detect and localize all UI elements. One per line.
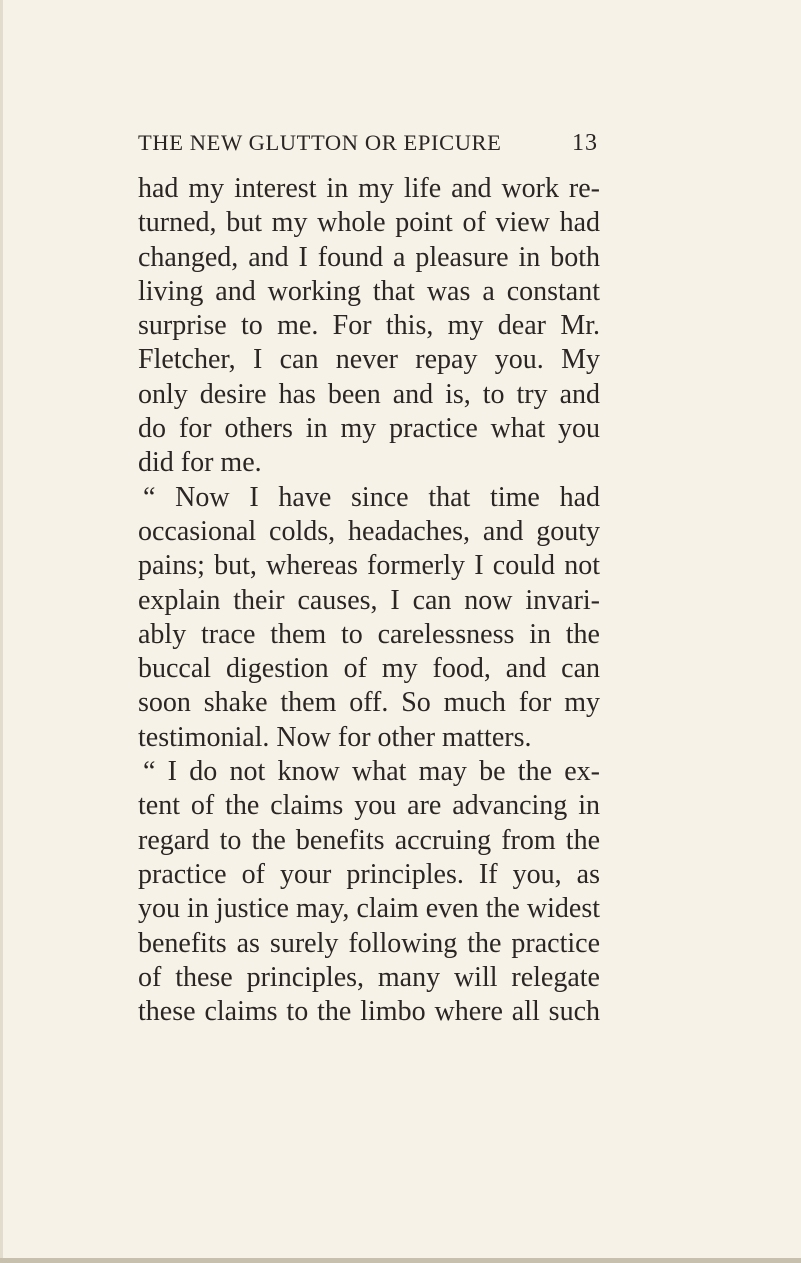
text-line: “ I do not know what may be the ex- bbox=[143, 756, 600, 788]
text-line: turned, but my whole point of view had bbox=[138, 207, 600, 239]
text-line: only desire has been and is, to try and bbox=[138, 378, 600, 410]
text-line: tent of the claims you are advancing in bbox=[138, 790, 600, 822]
text-line: ably trace them to carelessness in the bbox=[138, 618, 600, 650]
text-line: you in justice may, claim even the widest bbox=[138, 893, 600, 925]
page-number: 13 bbox=[572, 130, 598, 156]
text-line: occasional colds, headaches, and gouty bbox=[138, 515, 600, 547]
text-line: Fletcher, I can never repay you. My bbox=[138, 344, 600, 376]
running-head-title: THE NEW GLUTTON OR EPICURE bbox=[138, 130, 502, 155]
text-line: regard to the benefits accruing from the bbox=[138, 824, 600, 856]
text-line: these claims to the limbo where all such bbox=[138, 996, 600, 1028]
page-bottom-edge bbox=[0, 1258, 801, 1263]
text-line: do for others in my practice what you bbox=[138, 413, 600, 445]
text-line: living and working that was a constant bbox=[138, 275, 600, 307]
text-line: practice of your principles. If you, as bbox=[138, 858, 600, 890]
text-line: explain their causes, I can now invari- bbox=[138, 584, 600, 616]
text-line: buccal digestion of my food, and can bbox=[138, 653, 600, 685]
text-line: surprise to me. For this, my dear Mr. bbox=[138, 310, 600, 342]
running-head bbox=[138, 130, 598, 162]
text-line: had my interest in my life and work re- bbox=[138, 173, 600, 204]
text-line: benefits as surely following the practice bbox=[138, 927, 600, 959]
text-line: “ Now I have since that time had bbox=[143, 481, 600, 513]
text-line: soon shake them off. So much for my bbox=[138, 687, 600, 719]
text-line: changed, and I found a pleasure in both bbox=[138, 241, 600, 273]
page-left-edge bbox=[0, 0, 3, 1263]
body-text bbox=[138, 172, 600, 1029]
text-line: did for me. bbox=[138, 447, 262, 479]
text-line: of these principles, many will relegate bbox=[138, 961, 600, 993]
text-line: testimonial. Now for other matters. bbox=[138, 721, 532, 753]
text-line: pains; but, whereas formerly I could not bbox=[138, 550, 600, 582]
